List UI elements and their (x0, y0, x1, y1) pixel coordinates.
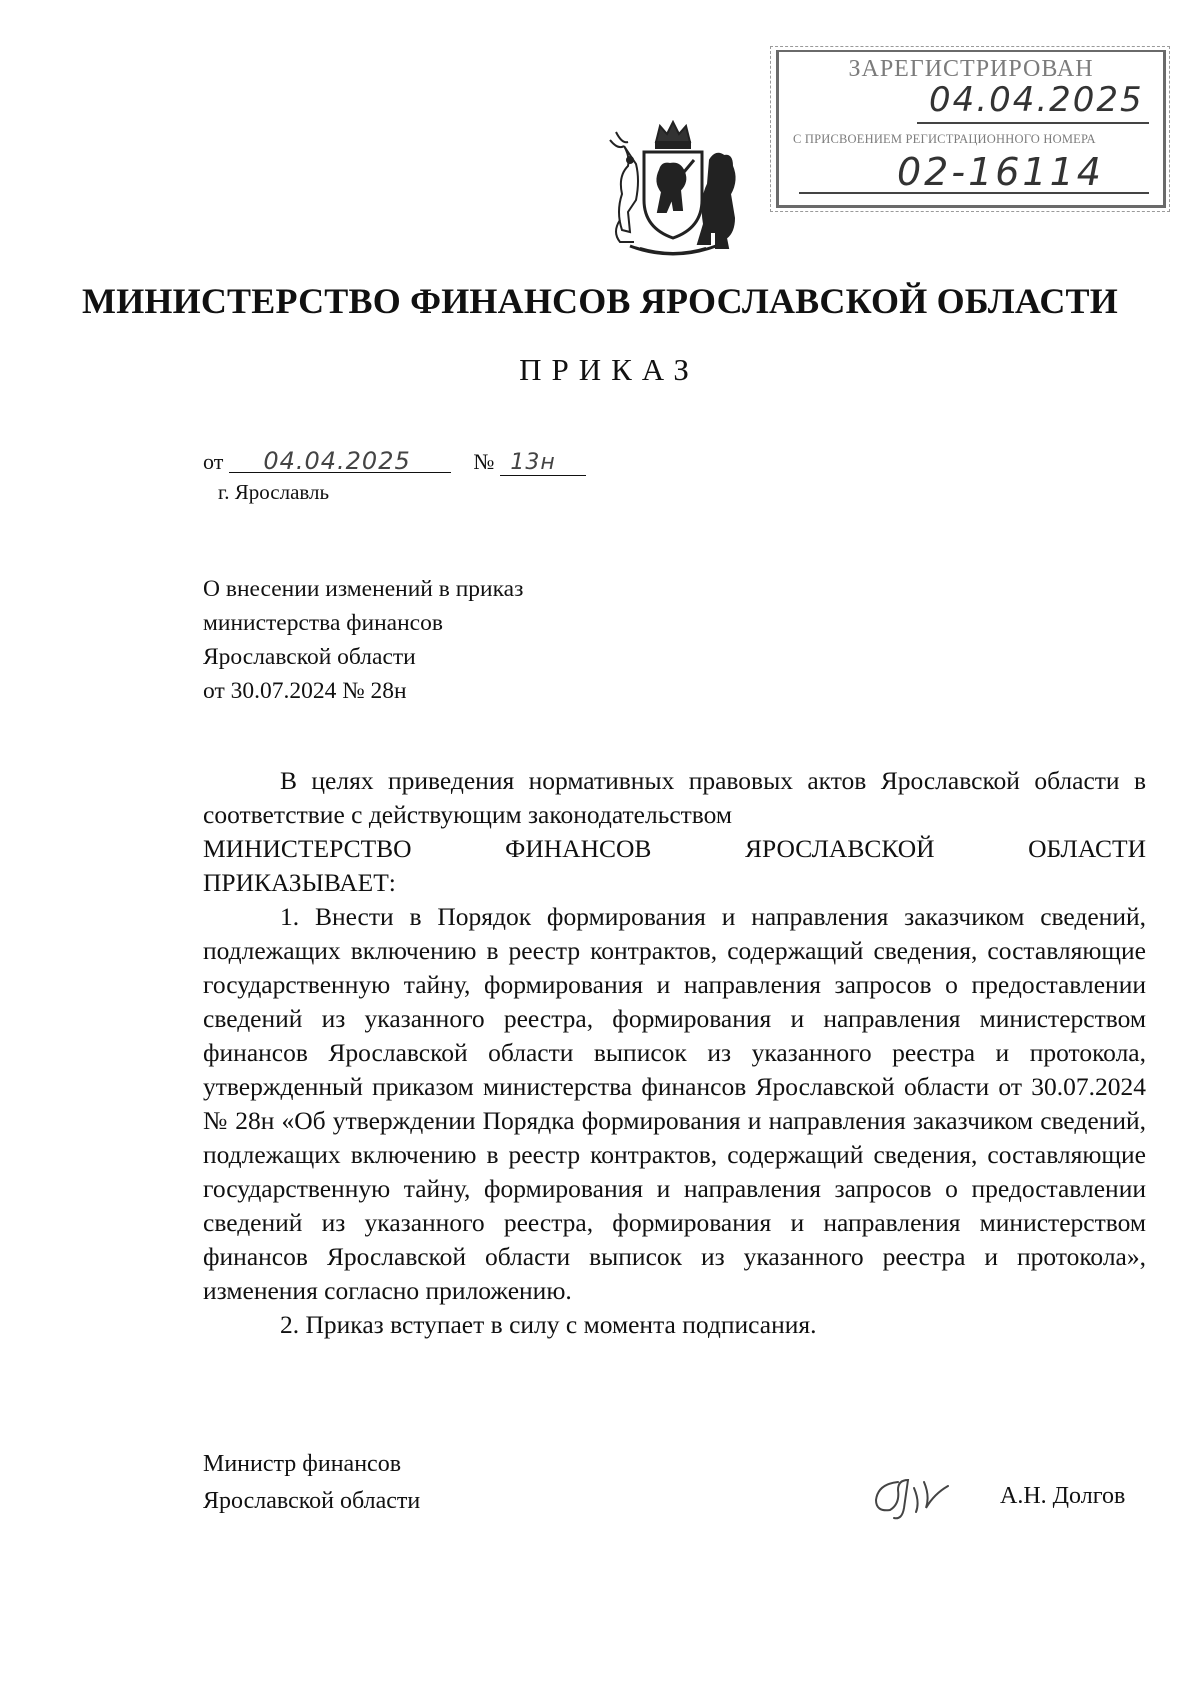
handwritten-number: 13н (500, 450, 586, 476)
position-line: Ярославской области (203, 1488, 421, 1514)
signatory-name: А.Н. Долгов (1000, 1483, 1126, 1509)
date-number-line (203, 447, 586, 476)
number-label: № (473, 449, 495, 474)
signatory-position (203, 1446, 420, 1520)
subject-line: О внесении изменений в приказ (203, 576, 524, 602)
subject-line: Ярославской области (203, 644, 416, 670)
stamp-title: ЗАРЕГИСТРИРОВАН (848, 56, 1094, 82)
ministry-name: МИНИСТЕРСТВО ФИНАНСОВ ЯРОСЛАВСКОЙ ОБЛАСТИ (82, 281, 1118, 321)
subject-line: министерства финансов (203, 610, 443, 636)
stamp-divider (917, 122, 1149, 124)
body-ministry-caps: МИНИСТЕРСТВО ФИНАНСОВ ЯРОСЛАВСКОЙ ОБЛАСТИ (203, 834, 1146, 863)
body-intro: В целях приведения нормативных правовых актов Ярославской области в соответствие с действующим законодательством (203, 766, 1146, 829)
subject-line: от 30.07.2024 № 28н (203, 678, 407, 704)
order-body (203, 764, 1146, 1342)
coat-of-arms-icon (600, 120, 746, 260)
date-label: от (203, 449, 224, 474)
city: г. Ярославль (218, 480, 330, 504)
handwritten-signature-icon (868, 1468, 958, 1524)
position-line: Министр финансов (203, 1451, 402, 1477)
body-item-1: 1. Внести в Порядок формирования и направления заказчиком сведений, подлежащих включению в реестр контрактов, содержащий сведения, составляющие государственную тайну, формирования и направления запросов о предоставлении сведений из указанного реестра, формирования и направления министерством финансов Ярославской области выписок из указанного реестра и протокола, утвержденный приказом министерства финансов Ярославской области от 30.07.2024 № 28н «Об утверждении Порядка формирования и направления заказчиком сведений, подлежащих включению в реестр контрактов, содержащий сведения, составляющие государственную тайну, формирования и направления запросов о предоставлении сведений из указанного реестра, формирования и направления министерством финансов Ярославской области выписок из указанного реестра и протокола», изменения согласно приложению. (203, 902, 1146, 1305)
handwritten-date: 04.04.2025 (229, 447, 451, 473)
body-item-2: 2. Приказ вступает в силу с момента подписания. (280, 1310, 817, 1339)
stamp-date: 04.04.2025 (929, 80, 1144, 120)
stamp-subtitle: С ПРИСВОЕНИЕМ РЕГИСТРАЦИОННОГО НОМЕРА (793, 132, 1096, 146)
document-type-title: ПРИКАЗ (519, 352, 699, 387)
stamp-reg-number: 02-16114 (897, 150, 1104, 194)
body-orders: ПРИКАЗЫВАЕТ: (203, 868, 396, 897)
order-subject (203, 572, 523, 708)
registration-stamp (776, 50, 1166, 208)
stamp-divider (799, 192, 1149, 194)
